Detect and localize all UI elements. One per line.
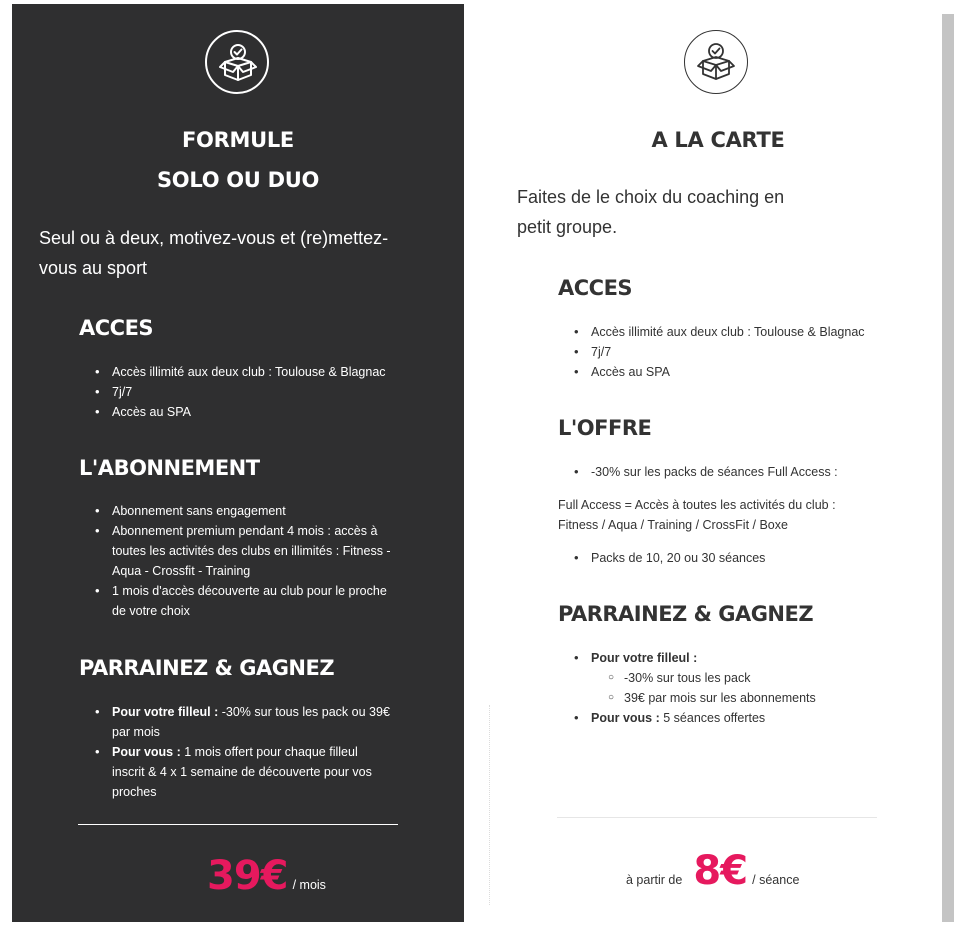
section-heading-acces: ACCES xyxy=(558,276,633,300)
price-block xyxy=(207,853,326,899)
text-line: Full Access = Accès à toutes les activités du club : xyxy=(558,498,836,512)
price-prefix: à partir de xyxy=(626,873,683,887)
card-title: A LA CARTE xyxy=(651,128,785,152)
scroll-edge xyxy=(942,14,954,922)
list-item: • Abonnement premium pendant 4 mois : accès à toutes les activités des clubs en illimités : Fitness - Aqua - Crossfit - Training xyxy=(112,521,404,581)
solo-duo-card xyxy=(12,4,464,922)
lead-line: Faites de le choix du coaching en xyxy=(517,187,785,207)
list-item: • Accès illimité aux deux club : Toulouse & Blagnac xyxy=(112,362,442,382)
offre-list xyxy=(591,462,921,482)
list-item: • -30% sur les packs de séances Full Access : xyxy=(591,462,921,482)
list-item xyxy=(112,702,392,742)
card-lead xyxy=(39,223,459,283)
divider xyxy=(78,824,398,825)
abonnement-list xyxy=(112,501,404,621)
lead-line: Seul ou à deux, motivez-vous et (re)mettez- xyxy=(39,228,389,248)
sub-list-item: ○ 39€ par mois sur les abonnements xyxy=(624,688,921,708)
section-heading-offre: L'OFFRE xyxy=(558,416,652,440)
section-heading-parrainez: PARRAINEZ & GAGNEZ xyxy=(558,602,814,626)
parrainez-list xyxy=(112,702,392,802)
price-unit: / séance xyxy=(752,873,800,887)
price-value: 39€ xyxy=(207,853,288,899)
card-title-line2: SOLO OU DUO xyxy=(156,168,320,192)
list-item: • Accès au SPA xyxy=(112,402,442,422)
text-line: Fitness / Aqua / Training / CrossFit / Boxe xyxy=(558,518,788,532)
parrainez-list xyxy=(591,648,921,728)
filleul-label: Pour votre filleul : xyxy=(112,705,219,719)
price-value: 8€ xyxy=(693,848,748,894)
acces-list xyxy=(591,322,921,382)
a-la-carte-card xyxy=(478,14,942,922)
vous-text: 5 séances offertes xyxy=(659,711,766,725)
vous-label: Pour vous : xyxy=(112,745,181,759)
box-check-icon xyxy=(205,30,269,94)
list-item xyxy=(591,648,921,708)
card-lead xyxy=(517,182,937,242)
box-check-icon xyxy=(684,30,748,94)
list-item: • Accès au SPA xyxy=(591,362,921,382)
full-access-text xyxy=(558,495,918,535)
filleul-sublist xyxy=(591,668,921,708)
acces-list xyxy=(112,362,442,422)
sub-list-item: ○ -30% sur tous les pack xyxy=(624,668,921,688)
vous-label: Pour vous : xyxy=(591,711,660,725)
list-item: • Packs de 10, 20 ou 30 séances xyxy=(591,548,921,568)
list-item xyxy=(591,708,921,728)
divider xyxy=(557,817,877,818)
section-heading-abonnement: L'ABONNEMENT xyxy=(79,456,260,480)
packs-list xyxy=(591,548,921,568)
price-unit: / mois xyxy=(292,878,326,892)
list-item: • 1 mois d'accès découverte au club pour le proche de votre choix xyxy=(112,581,404,621)
vous-text: 1 mois offert pour chaque filleul inscrit & 4 x 1 semaine de découverte pour vos proches xyxy=(112,745,372,799)
section-heading-acces: ACCES xyxy=(79,316,154,340)
list-item: • Abonnement sans engagement xyxy=(112,501,404,521)
section-heading-parrainez: PARRAINEZ & GAGNEZ xyxy=(79,656,335,680)
filleul-label: Pour votre filleul : xyxy=(591,651,698,665)
lead-line: petit groupe. xyxy=(517,217,618,237)
card-title-line1: FORMULE xyxy=(182,128,294,152)
price-block xyxy=(626,848,799,894)
filleul-text: -30% sur tous les pack ou 39€ par mois xyxy=(112,705,390,739)
lead-line: vous au sport xyxy=(39,258,148,278)
list-item xyxy=(112,742,392,802)
list-item: • 7j/7 xyxy=(591,342,921,362)
dotted-divider xyxy=(489,705,492,905)
list-item: • 7j/7 xyxy=(112,382,442,402)
list-item: • Accès illimité aux deux club : Toulouse & Blagnac xyxy=(591,322,921,342)
